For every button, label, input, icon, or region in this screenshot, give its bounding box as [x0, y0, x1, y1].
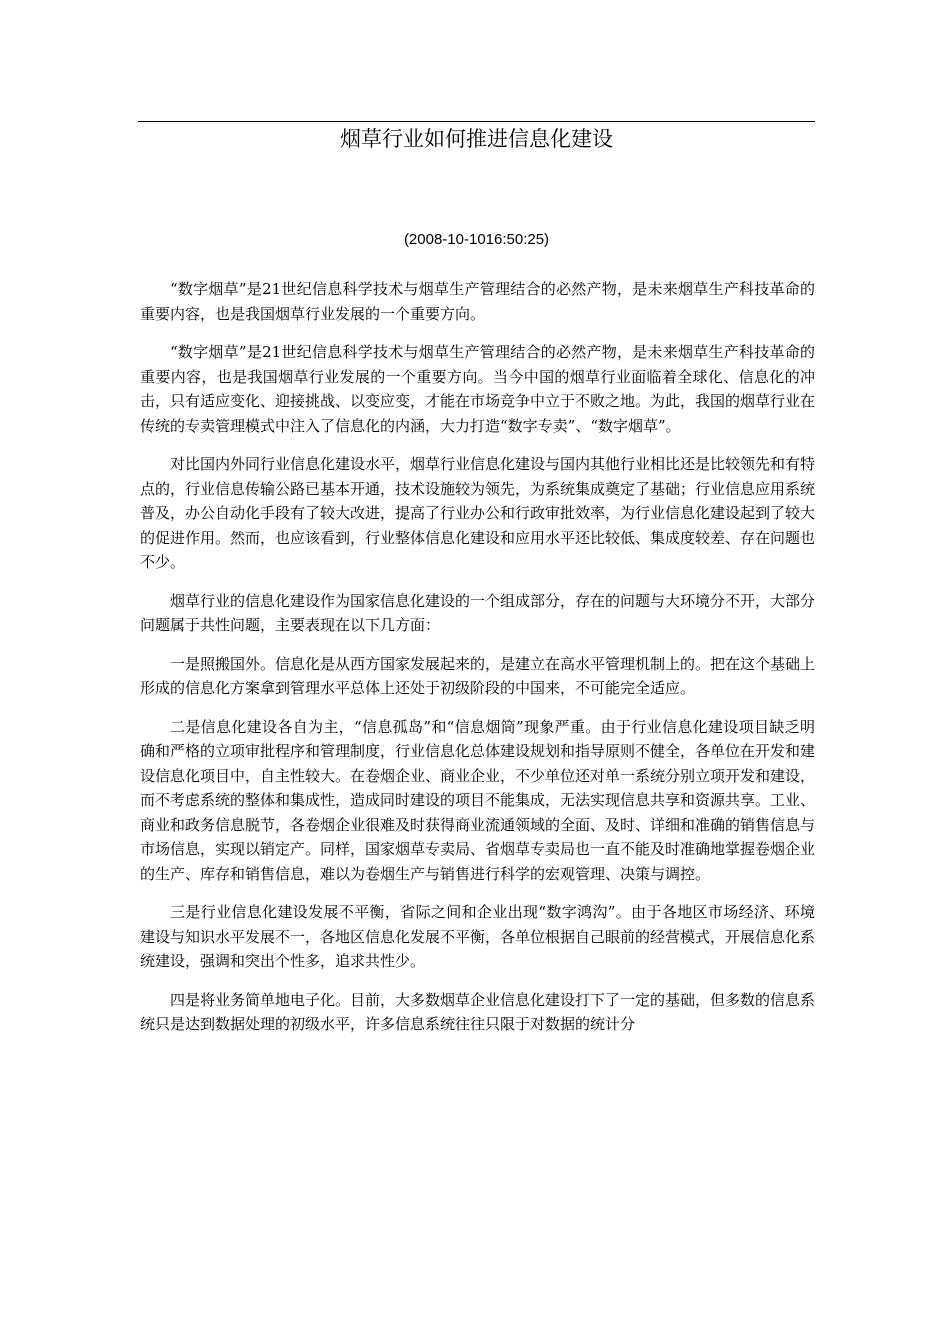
- paragraph: 二是信息化建设各自为主，“信息孤岛”和“信息烟筒”现象严重。由于行业信息化建设项目缺乏明确和严格的立项审批程序和管理制度，行业信息化总体建设规划和指导原则不健全，各单位在开发和建设信息化项目中，自主性较大。在卷烟企业、商业企业，不少单位还对单一系统分别立项开发和建设，而不考虑系统的整体和集成性，造成同时建设的项目不能集成，无法实现信息共享和资源共享。工业、商业和政务信息脱节，各卷烟企业很难及时获得商业流通领域的全面、及时、详细和准确的销售信息与市场信息，实现以销定产。同样，国家烟草专卖局、省烟草专卖局也一直不能及时准确地掌握卷烟企业的生产、库存和销售信息，难以为卷烟生产与销售进行科学的宏观管理、决策与调控。: [140, 717, 816, 883]
- paragraph: 三是行业信息化建设发展不平衡，省际之间和企业出现“数字鸿沟”。由于各地区市场经济、环境建设与知识水平发展不一，各地区信息化发展不平衡，各单位根据自己眼前的经营模式，开展信息化系统建设，强调和突出个性多，追求共性少。: [140, 903, 816, 970]
- document-title: 烟草行业如何推进信息化建设: [340, 127, 613, 151]
- header-divider: [138, 121, 815, 122]
- paragraph: 一是照搬国外。信息化是从西方国家发展起来的，是建立在高水平管理机制上的。把在这个基础上形成的信息化方案拿到管理水平总体上还处于初级阶段的中国来，不可能完全适应。: [140, 654, 816, 697]
- paragraph: “数字烟草”是21世纪信息科学技术与烟草生产管理结合的必然产物，是未来烟草生产科技革命的重要内容，也是我国烟草行业发展的一个重要方向。当今中国的烟草行业面临着全球化、信息化的冲击，只有适应变化、迎接挑战、以变应变，才能在市场竞争中立于不败之地。为此，我国的烟草行业在传统的专卖管理模式中注入了信息化的内涵，大力打造“数字专卖”、“数字烟草”。: [140, 343, 816, 435]
- paragraph: 四是将业务简单地电子化。目前，大多数烟草企业信息化建设打下了一定的基础，但多数的信息系统只是达到数据处理的初级水平，许多信息系统往往只限于对数据的统计分: [140, 990, 816, 1033]
- paragraph: “数字烟草”是21世纪信息科学技术与烟草生产管理结合的必然产物，是未来烟草生产科技革命的重要内容，也是我国烟草行业发展的一个重要方向。: [140, 280, 815, 323]
- paragraph: 烟草行业的信息化建设作为国家信息化建设的一个组成部分，存在的问题与大环境分不开，大部分问题属于共性问题，主要表现在以下几方面：: [140, 591, 816, 634]
- paragraph: 对比国内外同行业信息化建设水平，烟草行业信息化建设与国内其他行业相比还是比较领先和有特点的，行业信息传输公路已基本开通，技术设施较为领先，为系统集成奠定了基础；行业信息应用系统普及，办公自动化手段有了较大改进，提高了行业办公和行政审批效率，为行业信息化建设起到了较大的促进作用。然而，也应该看到，行业整体信息化建设和应用水平还比较低、集成度较差、存在问题也不少。: [140, 455, 816, 571]
- article-body: [140, 277, 815, 1051]
- publish-timestamp: (2008-10-1016:50:25): [403, 231, 550, 248]
